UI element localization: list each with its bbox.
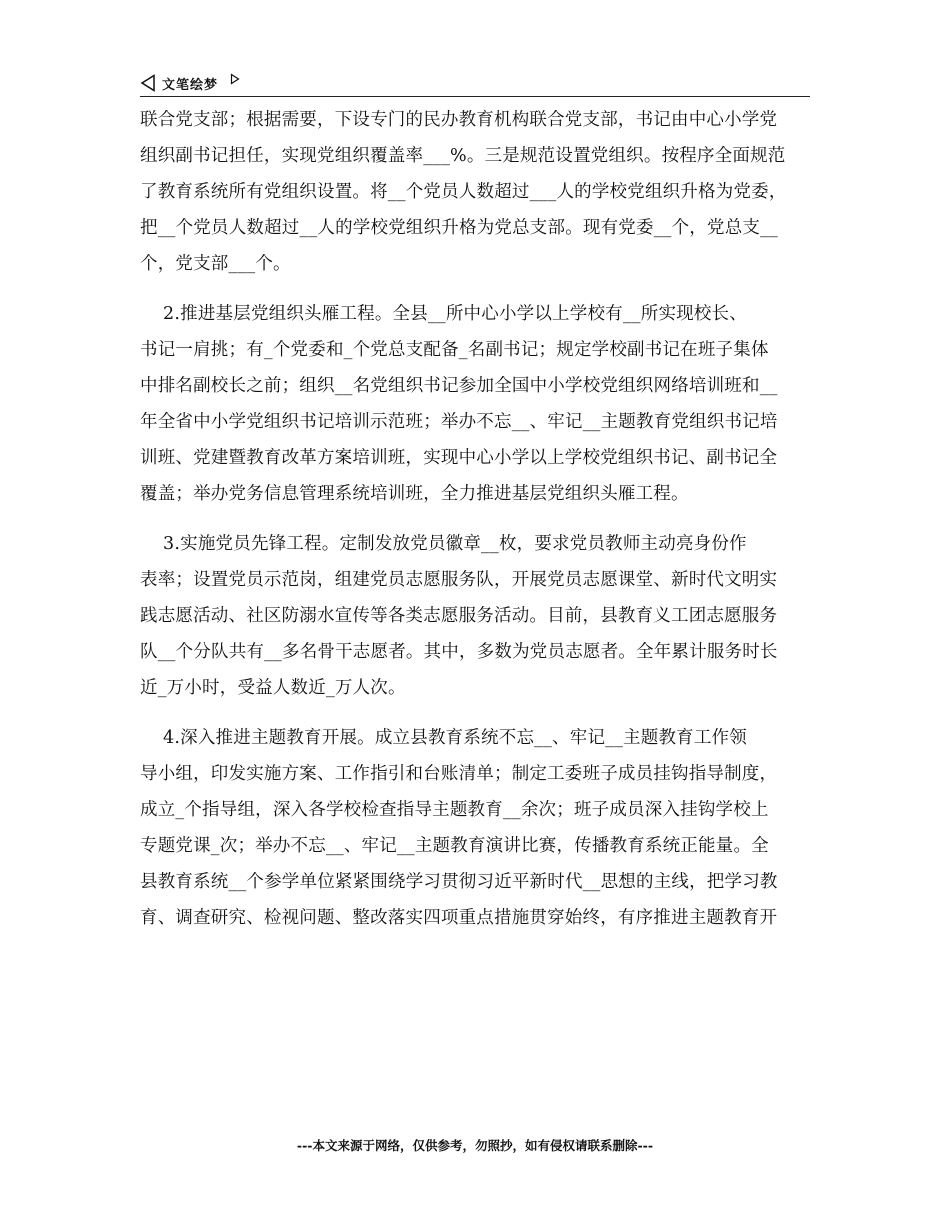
text-line: 育、调查研究、检视问题、整改落实四项重点措施贯穿始终，有序推进主题教育开	[140, 908, 778, 928]
paragraph-2	[140, 296, 812, 512]
right-triangle-icon	[230, 73, 240, 85]
page-header	[140, 72, 810, 97]
text-line: 了教育系统所有党组织设置。将__个党员人数超过___人的学校党组织升格为党委，	[140, 182, 787, 202]
text-line: 训班、党建暨教育改革方案培训班，实现中心小学以上学校党组织书记、副书记全	[140, 448, 778, 468]
text-line: 4.深入推进主题教育开展。成立县教育系统不忘__、牢记__主题教育工作领	[140, 728, 747, 748]
text-line: 组织副书记担任，实现党组织覆盖率___%。三是规范设置党组织。按程序全面规范	[140, 146, 786, 166]
text-line: 专题党课_次；举办不忘__、牢记__主题教育演讲比赛，传播教育系统正能量。全	[140, 836, 769, 856]
text-line: 3.实施党员先锋工程。定制发放党员徽章__枚，要求党员教师主动亮身份作	[140, 534, 747, 554]
text-line: 践志愿活动、社区防溺水宣传等各类志愿服务活动。目前，县教育义工团志愿服务	[140, 606, 778, 626]
brand-name: 文笔绘梦	[162, 78, 219, 93]
footer-notice: ---本文来源于网络，仅供参考，勿照抄，如有侵权请联系删除---	[296, 1138, 654, 1153]
text-line: 联合党支部；根据需要，下设专门的民办教育机构联合党支部，书记由中心小学党	[140, 110, 778, 130]
text-line: 把__个党员人数超过__人的学校党组织升格为党总支部。现有党委__个，党总支__	[140, 218, 778, 238]
paragraph-1	[140, 102, 812, 282]
text-line: 个，党支部___个。	[140, 254, 291, 274]
document-body	[140, 102, 812, 936]
text-line: 队__个分队共有__多名骨干志愿者。其中，多数为党员志愿者。全年累计服务时长	[140, 642, 778, 662]
text-line: 覆盖；举办党务信息管理系统培训班，全力推进基层党组织头雁工程。	[140, 484, 689, 504]
left-triangle-icon	[140, 74, 156, 92]
text-line: 表率；设置党员示范岗，组建党员志愿服务队，开展党员志愿课堂、新时代文明实	[140, 570, 778, 590]
paragraph-3	[140, 526, 812, 706]
text-line: 年全省中小学党组织书记培训示范班；举办不忘__、牢记__主题教育党组织书记培	[140, 412, 778, 432]
text-line: 近_万小时，受益人数近_万人次。	[140, 678, 406, 698]
paragraph-4	[140, 720, 812, 936]
text-line: 导小组，印发实施方案、工作指引和台账清单；制定工委班子成员挂钩指导制度，	[140, 764, 778, 784]
text-line: 成立_个指导组，深入各学校检查指导主题教育__余次；班子成员深入挂钩学校上	[140, 800, 769, 820]
text-line: 中排名副校长之前；组织__名党组织书记参加全国中小学校党组织网络培训班和__	[140, 376, 778, 396]
text-line: 县教育系统__个参学单位紧紧围绕学习贯彻习近平新时代__思想的主线，把学习教	[140, 872, 778, 892]
text-line: 2.推进基层党组织头雁工程。全县__所中心小学以上学校有__所实现校长、	[140, 304, 747, 324]
text-line: 书记一肩挑；有_个党委和_个党总支配备_名副书记；规定学校副书记在班子集体	[140, 340, 769, 360]
